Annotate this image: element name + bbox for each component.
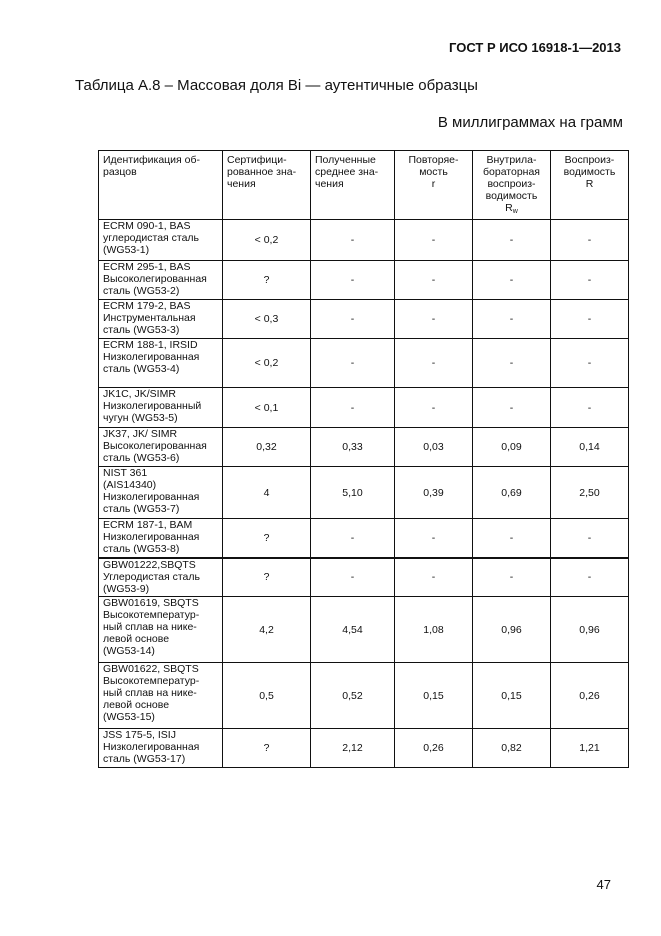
column-header-certified <box>223 151 311 220</box>
table-row <box>99 597 629 663</box>
mean-value: - <box>311 519 395 558</box>
reproducibility-value: - <box>551 339 629 388</box>
column-header-label: Воспроиз- водимость R <box>563 154 616 190</box>
intralab-reproducibility-value: - <box>473 261 551 300</box>
table-row <box>99 519 629 558</box>
table-row <box>99 388 629 428</box>
column-header-identification <box>99 151 223 220</box>
reproducibility-value: - <box>551 220 629 261</box>
repeatability-value: - <box>395 220 473 261</box>
table-header-row <box>99 151 629 220</box>
mean-value: 0,33 <box>311 428 395 467</box>
sample-id-cell: NIST 361 (AIS14340) Низколегированная сталь (WG53-7) <box>99 467 223 519</box>
column-header-label: Повторяе- мость r <box>408 154 459 190</box>
mean-value: 5,10 <box>311 467 395 519</box>
reproducibility-value: 0,26 <box>551 663 629 729</box>
intralab-reproducibility-value: - <box>473 519 551 558</box>
column-header-label: Идентификация об- разцов <box>103 154 200 178</box>
intralab-reproducibility-value: - <box>473 220 551 261</box>
reproducibility-value: 0,14 <box>551 428 629 467</box>
repeatability-value: - <box>395 519 473 558</box>
reproducibility-value: - <box>551 558 629 597</box>
column-header-repeatability <box>395 151 473 220</box>
table-row <box>99 663 629 729</box>
certified-value: ? <box>223 519 311 558</box>
mean-value: - <box>311 558 395 597</box>
mean-value: - <box>311 339 395 388</box>
repeatability-value: - <box>395 339 473 388</box>
repeatability-value: 1,08 <box>395 597 473 663</box>
reproducibility-value: - <box>551 261 629 300</box>
column-header-label: Полученные среднее зна- чения <box>315 154 379 190</box>
sample-id-cell: ECRM 188-1, IRSID Низколегированная сталь (WG53-4) <box>99 339 223 388</box>
reproducibility-value: 0,96 <box>551 597 629 663</box>
certified-value: < 0,1 <box>223 388 311 428</box>
table-row <box>99 428 629 467</box>
column-header-reproducibility <box>551 151 629 220</box>
intralab-reproducibility-value: 0,15 <box>473 663 551 729</box>
certified-value: 0,32 <box>223 428 311 467</box>
reproducibility-value: 1,21 <box>551 729 629 768</box>
intralab-reproducibility-value: - <box>473 339 551 388</box>
table-body <box>99 220 629 768</box>
intralab-reproducibility-value: 0,96 <box>473 597 551 663</box>
intralab-reproducibility-value: - <box>473 388 551 428</box>
column-header-mean <box>311 151 395 220</box>
repeatability-value: - <box>395 300 473 339</box>
intralab-reproducibility-value: - <box>473 300 551 339</box>
certified-value: 0,5 <box>223 663 311 729</box>
certified-value: ? <box>223 558 311 597</box>
repeatability-value: - <box>395 558 473 597</box>
certified-value: ? <box>223 261 311 300</box>
table-title: Таблица А.8 – Массовая доля Bi — аутентичные образцы <box>75 77 478 94</box>
mean-value: - <box>311 220 395 261</box>
mean-value: - <box>311 388 395 428</box>
table-row <box>99 729 629 768</box>
intralab-reproducibility-value: 0,09 <box>473 428 551 467</box>
certified-value: < 0,2 <box>223 220 311 261</box>
sample-id-cell: JK37, JK/ SIMR Высоколегированная сталь (WG53-6) <box>99 428 223 467</box>
mean-value: 4,54 <box>311 597 395 663</box>
intralab-reproducibility-value: 0,69 <box>473 467 551 519</box>
certified-value: ? <box>223 729 311 768</box>
mean-value: - <box>311 300 395 339</box>
reproducibility-value: - <box>551 300 629 339</box>
reproducibility-value: 2,50 <box>551 467 629 519</box>
mean-value: 0,52 <box>311 663 395 729</box>
table-row <box>99 261 629 300</box>
page-number: 47 <box>596 877 611 892</box>
reproducibility-value: - <box>551 519 629 558</box>
table-row <box>99 558 629 597</box>
reproducibility-value: - <box>551 388 629 428</box>
intralab-reproducibility-value: 0,82 <box>473 729 551 768</box>
repeatability-value: 0,39 <box>395 467 473 519</box>
intralab-reproducibility-value: - <box>473 558 551 597</box>
certified-value: 4 <box>223 467 311 519</box>
sample-id-cell: ECRM 090-1, BAS углеродистая сталь (WG53-1) <box>99 220 223 261</box>
sample-id-cell: ECRM 295-1, BAS Высоколегированная сталь (WG53-2) <box>99 261 223 300</box>
column-header-intralab-reproducibility <box>473 151 551 220</box>
mean-value: - <box>311 261 395 300</box>
sample-id-cell: GBW01222,SBQTS Углеродистая сталь (WG53-9) <box>99 558 223 597</box>
table-row <box>99 339 629 388</box>
repeatability-value: - <box>395 261 473 300</box>
repeatability-value: 0,03 <box>395 428 473 467</box>
document-code-header: ГОСТ Р ИСО 16918-1—2013 <box>449 40 621 55</box>
sample-id-cell: JSS 175-5, ISIJ Низколегированная сталь (WG53-17) <box>99 729 223 768</box>
bismuth-data-table <box>98 150 629 768</box>
column-header-label: Сертифици- рованное зна- чения <box>227 154 297 190</box>
units-note: В миллиграммах на грамм <box>437 114 623 131</box>
certified-value: < 0,3 <box>223 300 311 339</box>
sample-id-cell: JK1C, JK/SIMR Низколегированный чугун (WG53-5) <box>99 388 223 428</box>
certified-value: < 0,2 <box>223 339 311 388</box>
sample-id-cell: GBW01622, SBQTS Высокотемператур- ный сплав на нике- левой основе (WG53-15) <box>99 663 223 729</box>
subscript-w: w <box>512 208 518 215</box>
column-header-label: Внутрила- бораторная воспроиз- водимость R <box>483 154 540 214</box>
repeatability-value: 0,15 <box>395 663 473 729</box>
repeatability-value: 0,26 <box>395 729 473 768</box>
repeatability-value: - <box>395 388 473 428</box>
sample-id-cell: GBW01619, SBQTS Высокотемператур- ный сплав на нике- левой основе (WG53-14) <box>99 597 223 663</box>
sample-id-cell: ECRM 187-1, BAM Низколегированная сталь (WG53-8) <box>99 519 223 558</box>
mean-value: 2,12 <box>311 729 395 768</box>
table-row <box>99 467 629 519</box>
table-row <box>99 220 629 261</box>
sample-id-cell: ECRM 179-2, BAS Инструментальная сталь (WG53-3) <box>99 300 223 339</box>
table-row <box>99 300 629 339</box>
certified-value: 4,2 <box>223 597 311 663</box>
